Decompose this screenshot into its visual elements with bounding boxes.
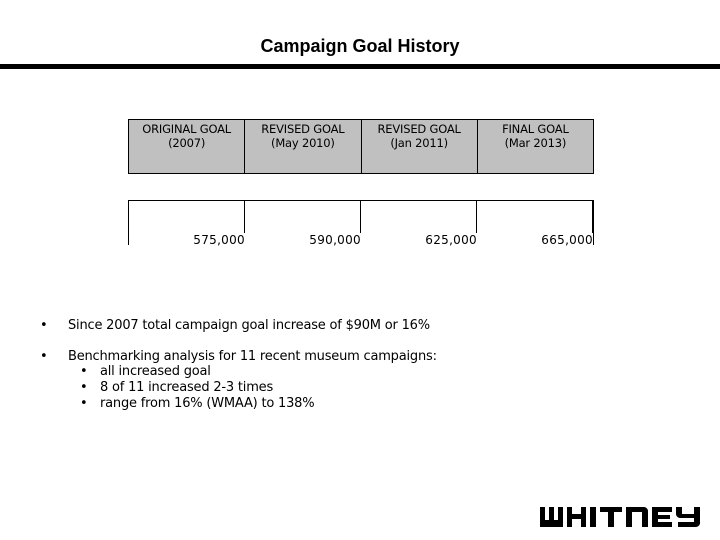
header-label: REVISED GOAL	[377, 122, 461, 136]
goal-value: 575,000	[193, 233, 245, 247]
value-cell-original	[129, 201, 245, 245]
value-cell-final	[477, 201, 593, 245]
value-cell-revised-2011	[361, 201, 477, 245]
goal-value: 625,000	[425, 233, 477, 247]
bullet-item: • Benchmarking analysis for 11 recent museum campaigns:	[40, 349, 437, 364]
goal-value: 665,000	[541, 233, 593, 247]
header-label: FINAL GOAL	[502, 122, 569, 136]
header-cell-final	[478, 120, 593, 173]
header-cell-revised-2010	[245, 120, 361, 173]
header-date: (Mar 2013)	[504, 136, 567, 150]
header-date: (2007)	[168, 136, 206, 150]
header-date: (Jan 2011)	[390, 136, 448, 150]
header-cell-original	[129, 120, 245, 173]
header-label: REVISED GOAL	[261, 122, 345, 136]
goal-value: 590,000	[309, 233, 361, 247]
whitney-logo	[540, 505, 710, 529]
bullet-item: • Since 2007 total campaign goal increase of $90M or 16%	[40, 318, 437, 333]
header-date: (May 2010)	[271, 136, 335, 150]
sub-bullet-item: • range from 16% (WMAA) to 138%	[40, 396, 437, 412]
slide-title: Campaign Goal History	[260, 36, 460, 56]
title-divider	[0, 64, 720, 69]
header-label: ORIGINAL GOAL	[142, 122, 231, 136]
bullet-list	[40, 318, 437, 412]
header-cell-revised-2011	[362, 120, 478, 173]
sub-bullet-item: • 8 of 11 increased 2-3 times	[40, 380, 437, 396]
goal-value-row	[128, 200, 594, 245]
sub-bullet-item: • all increased goal	[40, 364, 437, 380]
value-cell-revised-2010	[245, 201, 361, 245]
sub-bullet-list	[40, 364, 437, 412]
goal-header-row	[128, 119, 594, 174]
